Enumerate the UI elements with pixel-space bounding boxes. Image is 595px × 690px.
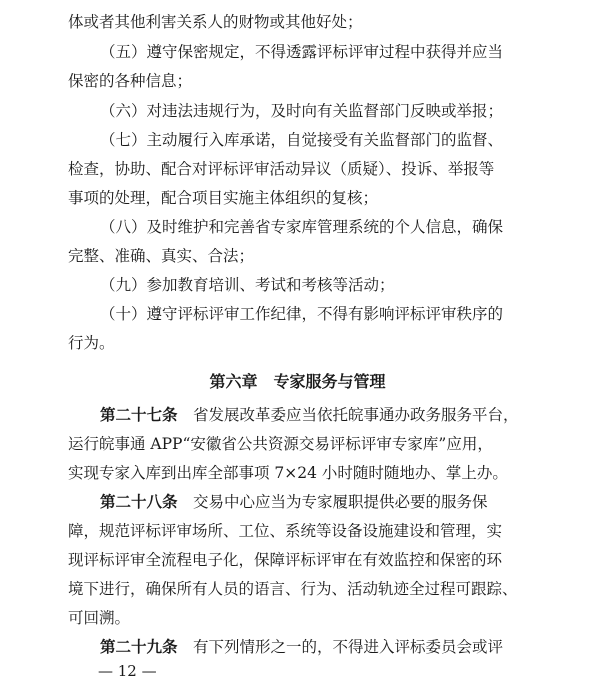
article-29-title: 第二十九条 [100, 638, 178, 656]
article-28-line [100, 492, 595, 512]
text-line: 体或者其他利害关系人的财物或其他好处； [68, 13, 363, 31]
article-28-title: 第二十八条 [100, 493, 178, 511]
article-29-line [100, 637, 595, 657]
text-line: 现评标评审全流程电子化，保障评标评审在有效监控和保密的环 [68, 551, 503, 569]
text-line: （十）遵守评标评审工作纪律，不得有影响评标评审秩序的 [100, 305, 504, 323]
text-line: 实现专家入库到出库全部事项 7×24 小时随时随地办、掌上办。 [68, 464, 508, 482]
article-27-line [100, 405, 595, 425]
article-29-text: 有下列情形之一的，不得进入评标委员会或评 [177, 638, 504, 656]
article-27-text: 省发展改革委应当依托皖事通办政务服务平台， [177, 406, 519, 424]
text-line: 事项的处理，配合项目实施主体组织的复核； [68, 189, 379, 207]
text-line: （七）主动履行入库承诺，自觉接受有关监督部门的监督、 [100, 131, 504, 149]
page-number: — 12 — [98, 662, 157, 680]
text-line: 完整、准确、真实、合法； [68, 247, 255, 265]
text-line: 可回溯。 [68, 609, 131, 627]
text-line: 境下进行，确保所有人员的语言、行为、活动轨迹全过程可跟踪、 [68, 580, 518, 598]
text-line: 保密的各种信息； [68, 72, 193, 90]
chapter-heading: 第六章 专家服务与管理 [209, 372, 386, 391]
text-line: 行为。 [68, 334, 115, 352]
text-line: 障，规范评标评审场所、工位、系统等设备设施建设和管理，实 [68, 522, 503, 540]
text-line: 运行皖事通 APP“安徽省公共资源交易评标评审专家库”应用， [68, 435, 493, 453]
text-line: 检查，协助、配合对评标评审活动异议（质疑）、投诉、举报等 [68, 160, 495, 178]
text-line: （五）遵守保密规定，不得透露评标评审过程中获得并应当 [100, 43, 504, 61]
text-line: （八）及时维护和完善省专家库管理系统的个人信息，确保 [100, 218, 504, 236]
text-line: （六）对违法违规行为，及时向有关监督部门反映或举报； [100, 102, 504, 120]
article-28-text: 交易中心应当为专家履职提供必要的服务保 [177, 493, 488, 511]
article-27-title: 第二十七条 [100, 406, 178, 424]
text-line: （九）参加教育培训、考试和考核等活动； [100, 276, 395, 294]
